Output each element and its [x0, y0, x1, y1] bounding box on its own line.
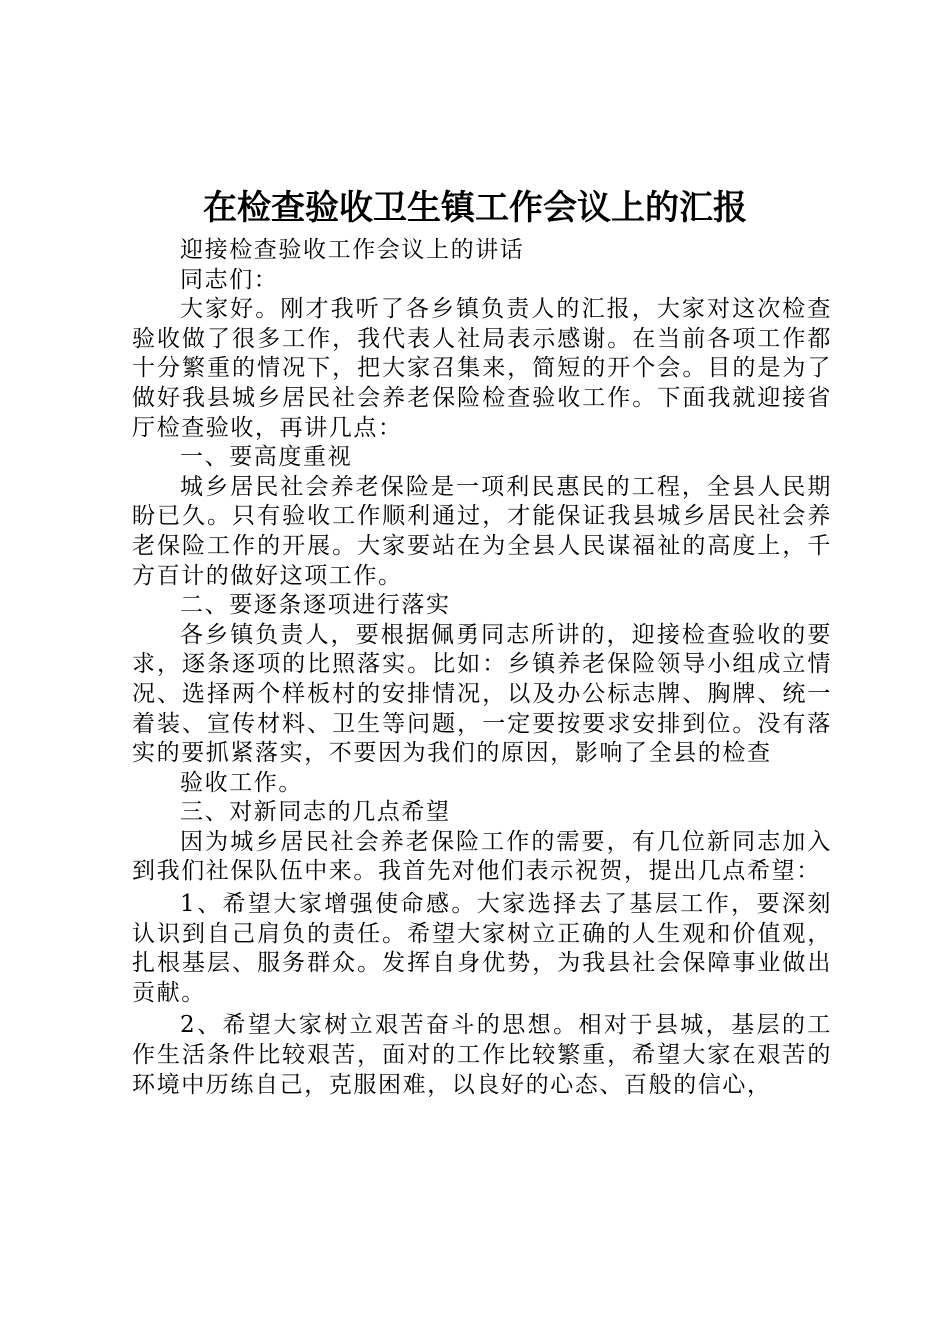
hope-item-2: 2、希望大家树立艰苦奋斗的思想。相对于县城，基层的工作生活条件比较艰苦，面对的工作比较繁重，希望大家在艰苦的环境中历练自己，克服困难，以良好的心态、百般的信心，: [132, 1012, 832, 1098]
speech-subtitle: 迎接检查验收工作会议上的讲话: [180, 237, 525, 263]
document-title: 在检查验收卫生镇工作会议上的汇报: [203, 188, 747, 228]
document-body: [132, 236, 832, 1100]
paragraph-section-1: 城乡居民社会养老保险是一项利民惠民的工程，全县人民期盼已久。只有验收工作顺利通过，才能保证我县城乡居民社会养老保险工作的开展。大家要站在为全县人民谋福祉的高度上，千方百计的做好这项工作。: [132, 473, 832, 589]
section-heading-3: 三、对新同志的几点希望: [180, 799, 451, 826]
salutation: 同志们：: [180, 266, 279, 293]
paragraph-section-3: 因为城乡居民社会养老保险工作的需要，有几位新同志加入到我们社保队伍中来。我首先对他们表示祝贺，提出几点希望：: [132, 828, 832, 885]
paragraph-section-2: 各乡镇负责人，要根据佩勇同志所讲的，迎接检查验收的要求，逐条逐项的比照落实。比如：乡镇养老保险领导小组成立情况、选择两个样板村的安排情况，以及办公标志牌、胸牌、统一着装、宣传材料、卫生等问题，一定要按要求安排到位。没有落实的要抓紧落实，不要因为我们的原因，影响了全县的检查: [132, 621, 832, 767]
paragraph-continuation: 验收工作。: [180, 769, 303, 796]
section-heading-1: 一、要高度重视: [180, 444, 353, 471]
hope-item-1: 1、希望大家增强使命感。大家选择去了基层工作，要深刻认识到自己肩负的责任。希望大家树立正确的人生观和价值观，扎根基层、服务群众。发挥自身优势，为我县社会保障事业做出贡献。: [132, 891, 832, 1006]
paragraph-intro: 大家好。刚才我听了各乡镇负责人的汇报，大家对这次检查验收做了很多工作，我代表人社局表示感谢。在当前各项工作都十分繁重的情况下，把大家召集来，简短的开个会。目的是为了做好我县城乡居民社会养老保险检查验收工作。下面我就迎接省厅检查验收，再讲几点：: [132, 296, 832, 441]
section-heading-2: 二、要逐条逐项进行落实: [180, 592, 451, 619]
